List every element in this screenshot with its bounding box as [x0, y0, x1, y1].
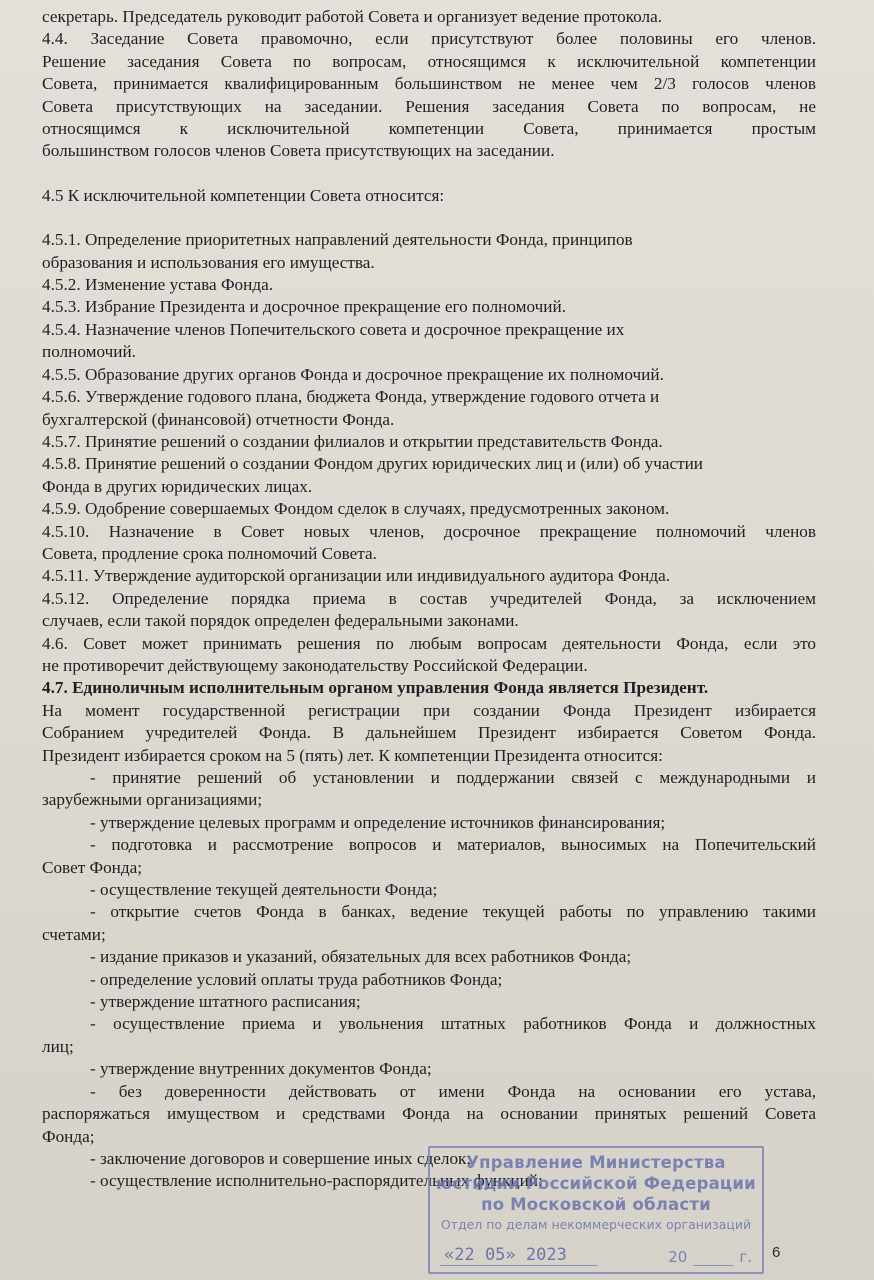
text-line-bold: 4.7. Единоличным исполнительным органом управления Фонда является Президент. — [42, 678, 709, 698]
stamp-year-suffix: г. — [739, 1248, 752, 1266]
list-item: - осуществление текущей деятельности Фонда; — [90, 880, 438, 900]
text-line: не противоречит действующему законодательству Российской Федерации. — [42, 655, 588, 675]
list-item: - утверждение целевых программ и определение источников финансирования; — [90, 812, 666, 832]
text-line: 4.5.2. Изменение устава Фонда. — [42, 275, 274, 295]
text-line: Совета присутствующих на заседании. Решения заседания Совета по вопросам, не — [42, 96, 816, 116]
section-heading: 4.5 К исключительной компетенции Совета относится: — [42, 185, 445, 205]
text-line: Совета, принимается квалифицированным большинством не менее чем 2/3 голосов членов — [42, 74, 816, 94]
text-line: зарубежными организациями; — [42, 790, 263, 810]
stamp-year-prefix: 20 — [668, 1248, 688, 1266]
list-item: - издание приказов и указаний, обязательных для всех работников Фонда; — [90, 947, 632, 967]
text-line: Фонда в других юридических лицах. — [42, 476, 313, 496]
registration-stamp — [428, 1146, 764, 1274]
text-line: 4.5.6. Утверждение годового плана, бюджета Фонда, утверждение годового отчета и — [42, 387, 660, 407]
text-line: 4.5.12. Определение порядка приема в состав учредителей Фонда, за исключением — [42, 588, 816, 608]
list-item: - утверждение внутренних документов Фонда; — [90, 1059, 432, 1079]
list-item: - осуществление приема и увольнения штатных работников Фонда и должностных — [90, 1014, 816, 1034]
text-line: случаев, если такой порядок определен федеральными законами. — [42, 611, 519, 631]
stamp-date-row — [440, 1245, 752, 1266]
text-line: Совета, продление срока полномочий Совета. — [42, 543, 377, 563]
text-line: счетами; — [42, 924, 106, 944]
text-line: 4.6. Совет может принимать решения по любым вопросам деятельности Фонда, если это — [42, 633, 816, 653]
text-line: Фонда; — [42, 1126, 95, 1146]
text-line: 4.5.10. Назначение в Совет новых членов, досрочное прекращение полномочий членов — [42, 521, 816, 541]
text-line: лиц; — [42, 1036, 74, 1056]
stamp-line: Отдел по делам некоммерческих организаций — [440, 1217, 752, 1232]
text-line: 4.5.3. Избрание Президента и досрочное прекращение его полномочий. — [42, 297, 566, 317]
list-item: - утверждение штатного расписания; — [90, 992, 361, 1012]
text-line: Президент избирается сроком на 5 (пять) лет. К компетенции Президента относится: — [42, 745, 663, 765]
text-line: 4.5.9. Одобрение совершаемых Фондом сделок в случаях, предусмотренных законом. — [42, 499, 670, 519]
text-line: 4.5.11. Утверждение аудиторской организации или индивидуального аудитора Фонда. — [42, 566, 671, 586]
list-item: - определение условий оплаты труда работников Фонда; — [90, 969, 503, 989]
list-item: - без доверенности действовать от имени Фонда на основании его устава, — [90, 1081, 816, 1101]
text-line: 4.4. Заседание Совета правомочно, если присутствуют более половины его членов. — [42, 29, 816, 49]
text-line: большинством голосов членов Совета присутствующих на заседании. — [42, 141, 555, 161]
text-line: бухгалтерской (финансовой) отчетности Фонда. — [42, 409, 395, 429]
list-item: - принятие решений об установлении и поддержании связей с международными и — [90, 768, 816, 787]
stamp-line: по Московской области — [481, 1195, 711, 1214]
stamp-date: «22 05» 2023 — [440, 1245, 598, 1266]
text-line: полномочий. — [42, 342, 136, 362]
text-line: относящимся к исключительной компетенции Совета, принимается простым — [42, 119, 816, 139]
stamp-year-blank — [693, 1265, 733, 1266]
text-line: образования и использования его имущества. — [42, 252, 375, 272]
text-line: 4.5.5. Образование других органов Фонда и досрочное прекращение их полномочий. — [42, 364, 664, 384]
text-line: На момент государственной регистрации при создании Фонда Президент избирается — [42, 700, 816, 720]
list-item: - осуществление исполнительно-распорядительных функций; — [90, 1171, 543, 1191]
text-line: 4.5.8. Принятие решений о создании Фондом других юридических лиц и (или) об участии — [42, 454, 704, 474]
text-line: Совет Фонда; — [42, 857, 143, 877]
stamp-line: юстиции Российской Федерации — [436, 1174, 756, 1193]
text-line: 4.5.1. Определение приоритетных направлений деятельности Фонда, принципов — [42, 230, 633, 250]
page-number: 6 — [772, 1244, 781, 1261]
text-line: 4.5.7. Принятие решений о создании филиалов и открытии представительств Фонда. — [42, 431, 663, 451]
text-line: 4.5.4. Назначение членов Попечительского совета и досрочное прекращение их — [42, 319, 625, 339]
stamp-line: Управление Министерства — [466, 1153, 726, 1172]
list-item: - заключение договоров и совершение иных сделок; — [90, 1148, 472, 1168]
text-line: распоряжаться имуществом и средствами Фонда на основании принятых решений Совета — [42, 1104, 816, 1124]
text-line: Решение заседания Совета по вопросам, относящимся к исключительной компетенции — [42, 51, 816, 71]
text-line: Собранием учредителей Фонда. В дальнейшем Президент избирается Советом Фонда. — [42, 723, 816, 743]
text-line: секретарь. Председатель руководит работой Совета и организует ведение протокола. — [42, 7, 663, 26]
list-item: - подготовка и рассмотрение вопросов и материалов, выносимых на Попечительский — [90, 835, 816, 855]
list-item: - открытие счетов Фонда в банках, ведение текущей работы по управлению такими — [90, 902, 816, 922]
